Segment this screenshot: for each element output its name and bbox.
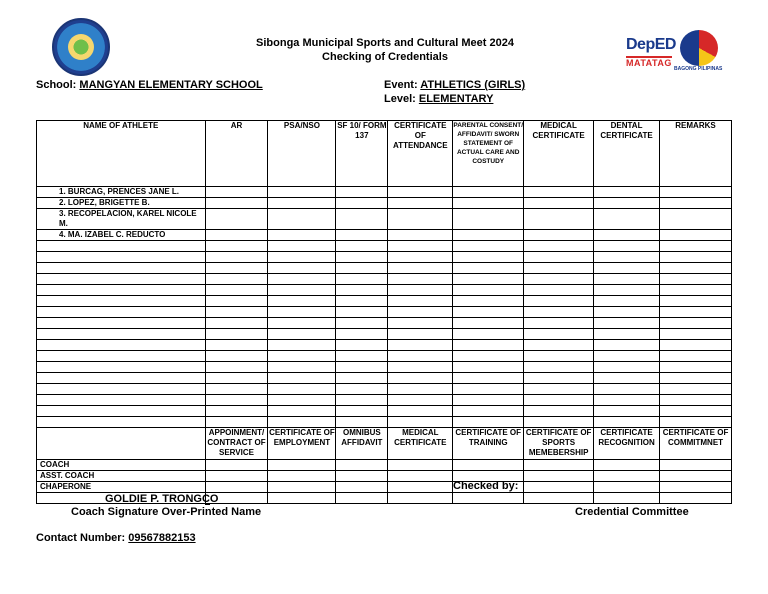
table-row [37, 198, 732, 209]
table-row [37, 362, 732, 373]
school-value: MANGYAN ELEMENTARY SCHOOL [79, 79, 263, 91]
coach-header-row [37, 428, 732, 460]
role-coach: COACH [37, 460, 206, 471]
event-field [384, 79, 525, 91]
bagong-pilipinas-logo [680, 30, 718, 66]
table-row [37, 395, 732, 406]
credentials-table [36, 120, 732, 504]
contact-label: Contact Number: [36, 532, 126, 544]
table-row [37, 296, 732, 307]
table-row [37, 373, 732, 384]
header-sf10: SF 10/ FORM 137 [336, 121, 388, 187]
checked-by-label: Checked by: [453, 480, 519, 492]
table-row [37, 209, 732, 230]
coach-signature-caption: Coach Signature Over-Printed Name [71, 506, 262, 518]
header-appointment: APPOINMENT/ CONTRACT OF SERVICE [205, 428, 268, 460]
athlete-header-row [37, 121, 732, 187]
level-value: ELEMENTARY [418, 93, 494, 105]
athlete-name: 4. MA. IZABEL C. REDUCTO [37, 230, 206, 241]
table-row [37, 460, 732, 471]
role-chaperone: CHAPERONE [37, 482, 206, 493]
table-row [37, 351, 732, 362]
table-row [37, 340, 732, 351]
header-certificate-attendance: CERTIFICATE OF ATTENDANCE [388, 121, 453, 187]
header-coach-medical-certificate: MEDICAL CERTIFICATE [388, 428, 453, 460]
school-label: School: [36, 79, 77, 91]
matatag-logo-text: MATATAG [626, 58, 672, 68]
bagong-pilipinas-text: BAGONG PILIPINAS [674, 66, 723, 72]
coach-name: GOLDIE P. TRONGCO [105, 493, 219, 505]
header-certificate-sports-membership: CERTIFICATE OF SPORTS MEMEBERSHIP [524, 428, 594, 460]
table-row [37, 482, 732, 493]
header-dental-certificate: DENTAL CERTIFICATE [594, 121, 660, 187]
table-row [37, 274, 732, 285]
table-row [37, 417, 732, 428]
header-psa-nso: PSA/NSO [268, 121, 336, 187]
document-subtitle: Checking of Credentials [322, 51, 448, 63]
committee-signature-line [524, 503, 726, 504]
document-title: Sibonga Municipal Sports and Cultural Meet 2024 [256, 37, 514, 49]
school-field [36, 79, 263, 91]
table-row [37, 252, 732, 263]
table-row [37, 187, 732, 198]
header-name-of-athlete: NAME OF ATHLETE [37, 121, 206, 187]
coach-name-underline-tail [205, 504, 210, 505]
table-row [37, 471, 732, 482]
table-row [37, 329, 732, 340]
deped-logo: DepED [626, 36, 676, 53]
header-ar: AR [205, 121, 268, 187]
header-certificate-training: CERTIFICATE OF TRAINING [453, 428, 524, 460]
school-seal-logo [52, 18, 110, 76]
header-certificate-commitment: CERTIFICATE OF COMMITMNET [660, 428, 732, 460]
header-remarks: REMARKS [660, 121, 732, 187]
header-certificate-employment: CERTIFICATE OF EMPLOYMENT [268, 428, 336, 460]
header-medical-certificate: MEDICAL CERTIFICATE [524, 121, 594, 187]
event-label: Event: [384, 79, 418, 91]
level-label: Level: [384, 93, 416, 105]
table-row [37, 263, 732, 274]
header-parental-consent: PARENTAL CONSENT/ AFFIDAVIT/ SWORN STATEMENT OF ACTUAL CARE AND COSTUDY [453, 121, 524, 187]
table-row [37, 307, 732, 318]
table-row [37, 384, 732, 395]
table-row [37, 230, 732, 241]
table-row [37, 406, 732, 417]
athlete-name: 3. RECOPELACION, KAREL NICOLE M. [37, 209, 206, 230]
athlete-name: 2. LOPEZ, BRIGETTE B. [37, 198, 206, 209]
athlete-name: 1. BURCAG, PRENCES JANE L. [37, 187, 206, 198]
table-row [37, 285, 732, 296]
credential-committee-caption: Credential Committee [575, 506, 689, 518]
header-certificate-recognition: CERTIFICATE RECOGNITION [594, 428, 660, 460]
level-field [384, 93, 493, 105]
header-omnibus-affidavit: OMNIBUS AFFIDAVIT [336, 428, 388, 460]
table-row [37, 241, 732, 252]
role-asst-coach: ASST. COACH [37, 471, 206, 482]
table-row [37, 318, 732, 329]
contact-value: 09567882153 [128, 532, 196, 544]
contact-field [36, 532, 196, 544]
event-value: ATHLETICS (GIRLS) [420, 79, 526, 91]
